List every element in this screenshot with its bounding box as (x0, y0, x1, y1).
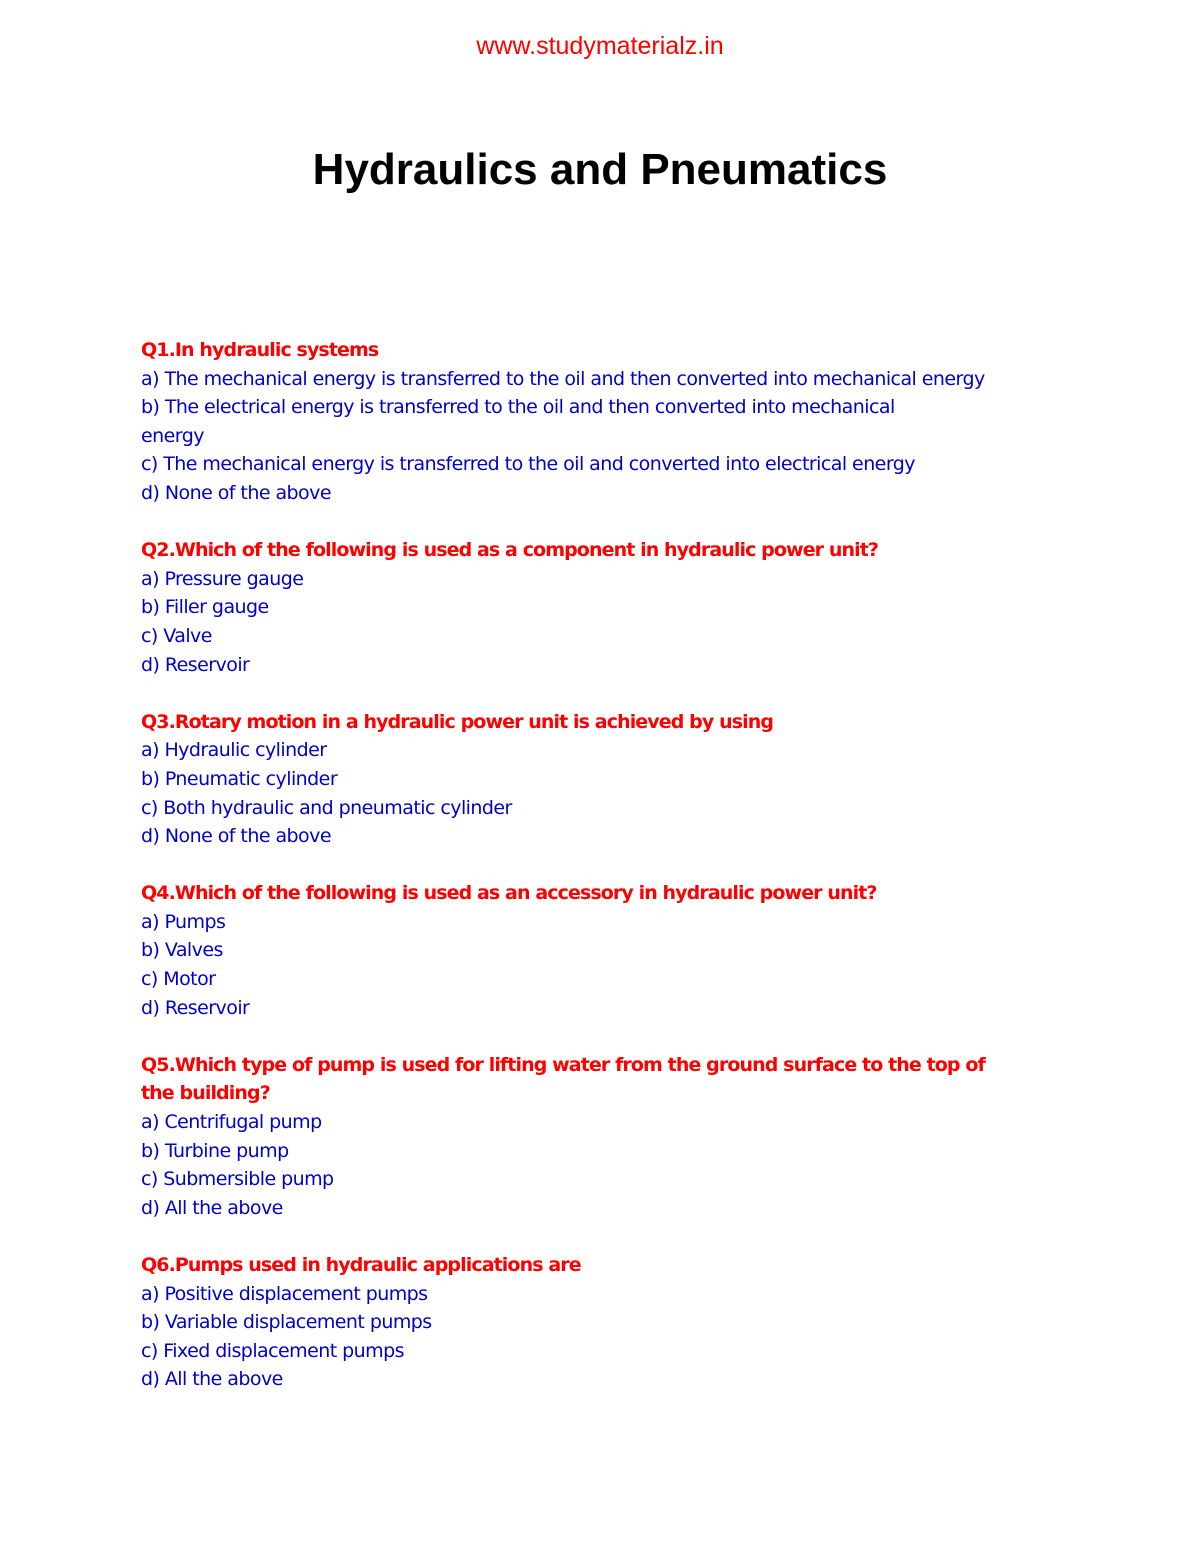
site-url-link[interactable]: www.studymaterialz.in (476, 32, 724, 60)
option-d: d) Reservoir (141, 653, 250, 676)
option-b: b) Variable displacement pumps (141, 1311, 432, 1334)
option-d: d) None of the above (141, 481, 331, 504)
option-a: a) Positive displacement pumps (141, 1282, 428, 1305)
option-a: a) Centrifugal pump (141, 1111, 322, 1134)
option-c: c) Motor (141, 968, 216, 991)
question-2 (141, 536, 1061, 679)
option-d: d) Reservoir (141, 996, 250, 1019)
option-d: d) All the above (141, 1196, 283, 1219)
question-text: Q2.Which of the following is used as a component in hydraulic power unit? (141, 539, 879, 562)
question-5 (141, 1051, 1061, 1223)
option-d: d) None of the above (141, 825, 331, 848)
question-text: Q6.Pumps used in hydraulic applications are (141, 1254, 581, 1276)
question-text: Q3.Rotary motion in a hydraulic power unit is achieved by using (141, 710, 774, 733)
question-1 (141, 336, 1061, 508)
option-c: c) Fixed displacement pumps (141, 1339, 404, 1362)
option-a: a) Pumps (141, 910, 226, 933)
option-b: b) Pneumatic cylinder (141, 767, 338, 790)
question-4 (141, 879, 1061, 1022)
option-c: c) Valve (141, 624, 212, 647)
option-c: c) Submersible pump (141, 1168, 334, 1191)
option-c: c) The mechanical energy is transferred to the oil and converted into electrical energy (141, 453, 915, 476)
option-b: b) Filler gauge (141, 596, 269, 619)
option-b: b) The electrical energy is transferred to the oil and then converted into mechanical energy (141, 396, 895, 447)
document-title: Hydraulics and Pneumatics (312, 145, 888, 194)
question-3 (141, 708, 1061, 851)
question-text: Q4.Which of the following is used as an accessory in hydraulic power unit? (141, 882, 877, 905)
option-a: a) Hydraulic cylinder (141, 739, 327, 762)
option-a: a) The mechanical energy is transferred to the oil and then converted into mechanical energy (141, 367, 985, 390)
option-b: b) Turbine pump (141, 1139, 289, 1162)
question-text: Q1.In hydraulic systems (141, 339, 379, 361)
question-6 (141, 1251, 1061, 1394)
question-text: Q5.Which type of pump is used for lifting water from the ground surface to the top of the building? (141, 1053, 985, 1105)
option-c: c) Both hydraulic and pneumatic cylinder (141, 796, 512, 819)
option-d: d) All the above (141, 1368, 283, 1391)
option-b: b) Valves (141, 939, 223, 962)
question-list (141, 336, 1061, 1423)
option-a: a) Pressure gauge (141, 567, 304, 590)
